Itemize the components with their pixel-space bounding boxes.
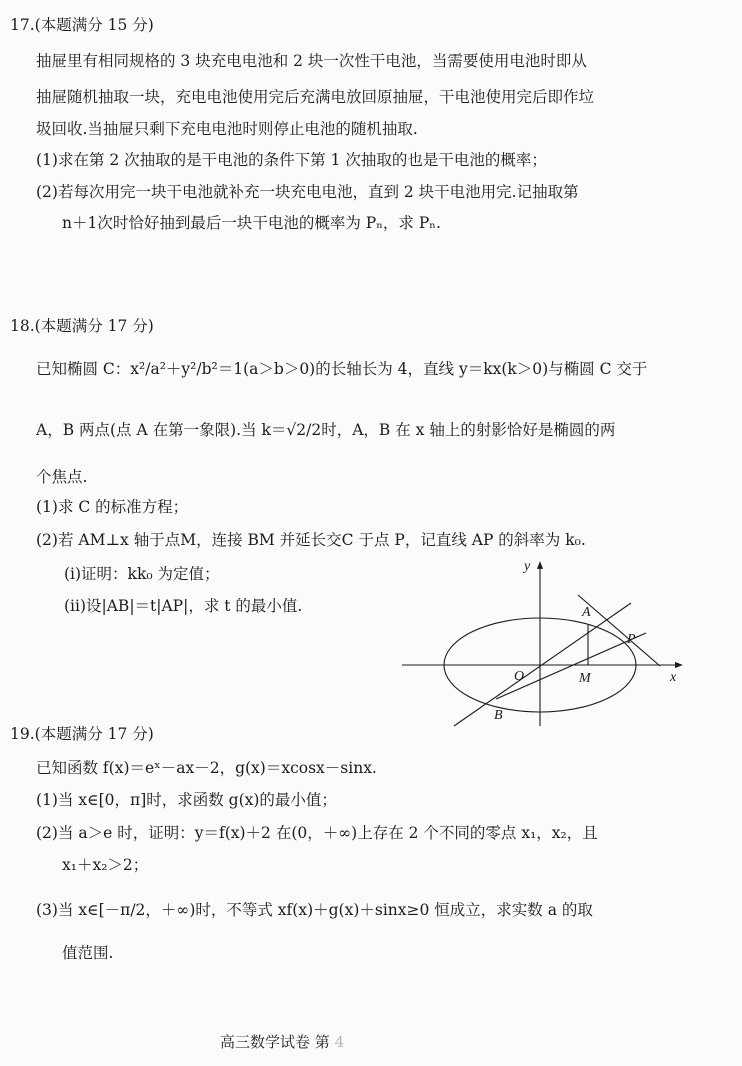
q19-part2-line1: (2)当 a＞e 时，证明：y＝f(x)＋2 在(0，＋∞)上存在 2 个不同的零点 x₁，x₂，且: [36, 824, 598, 842]
q17-header: 17.(本题满分 15 分): [10, 16, 154, 34]
q18-part2: (2)若 AM⊥x 轴于点M，连接 BM 并延长交C 于点 P，记直线 AP 的斜率为 k₀.: [36, 531, 586, 549]
q19-header: 19.(本题满分 17 分): [10, 725, 154, 743]
q19-part3-line1: (3)当 x∈[－π/2，＋∞)时，不等式 xf(x)＋g(x)＋sinx≥0 恒成立，求实数 a 的取: [36, 901, 593, 919]
q17-part1: (1)求在第 2 次抽取的是干电池的条件下第 1 次抽取的也是干电池的概率；: [36, 151, 547, 169]
page-footer: [220, 1031, 344, 1052]
q17-stem-line-3: 圾回收.当抽屉只剩下充电电池时则停止电池的随机抽取.: [36, 120, 418, 138]
line-bmp: [496, 633, 646, 699]
label-y: y: [524, 559, 531, 574]
footer-page-number: 4: [334, 1033, 345, 1051]
q17-stem-line-1: 抽屉里有相同规格的 3 块充电电池和 2 块一次性干电池，当需要使用电池时即从: [36, 52, 587, 70]
q18-stem-line-1: 已知椭圆 C：x²/a²＋y²/b²＝1(a＞b＞0)的长轴长为 4，直线 y＝kx(k＞0)与椭圆 C 交于: [36, 360, 648, 378]
label-p: P: [627, 632, 636, 647]
q19-part3-line2: 值范围.: [62, 944, 114, 962]
q19-stem: 已知函数 f(x)＝eˣ－ax－2，g(x)＝xcosx－sinx.: [36, 759, 377, 777]
q17-stem-line-2: 抽屉随机抽取一块，充电电池使用完后充满电放回原抽屉，干电池使用完后即作垃: [36, 88, 595, 106]
label-m: M: [579, 671, 591, 686]
q19-part1: (1)当 x∈[0，π]时，求函数 g(x)的最小值；: [36, 791, 337, 809]
label-b: B: [494, 708, 503, 723]
q18-header: 18.(本题满分 17 分): [10, 317, 154, 335]
q18-stem-line-2: A，B 两点(点 A 在第一象限).当 k＝√2/2时，A，B 在 x 轴上的射影恰好是椭圆的两: [36, 421, 616, 439]
q17-part2-line1: (2)若每次用完一块干电池就补充一块充电电池，直到 2 块干电池用完.记抽取第: [36, 183, 579, 201]
q18-part1: (1)求 C 的标准方程；: [36, 498, 189, 516]
q18-sub2: (ii)设|AB|＝t|AP|，求 t 的最小值.: [64, 597, 303, 615]
q17-part2-line2: n＋1次时恰好抽到最后一块干电池的概率为 Pₙ，求 Pₙ.: [62, 214, 441, 232]
q18-sub1: (i)证明：kk₀ 为定值；: [64, 565, 220, 583]
ellipse-figure: [398, 556, 688, 728]
footer-text: 高三数学试卷 第: [220, 1033, 330, 1051]
label-a: A: [582, 605, 591, 620]
q18-stem-line-3: 个焦点.: [36, 468, 88, 486]
q19-part2-line2: x₁＋x₂＞2；: [62, 856, 149, 874]
label-x: x: [670, 670, 677, 685]
label-o: O: [514, 669, 525, 684]
